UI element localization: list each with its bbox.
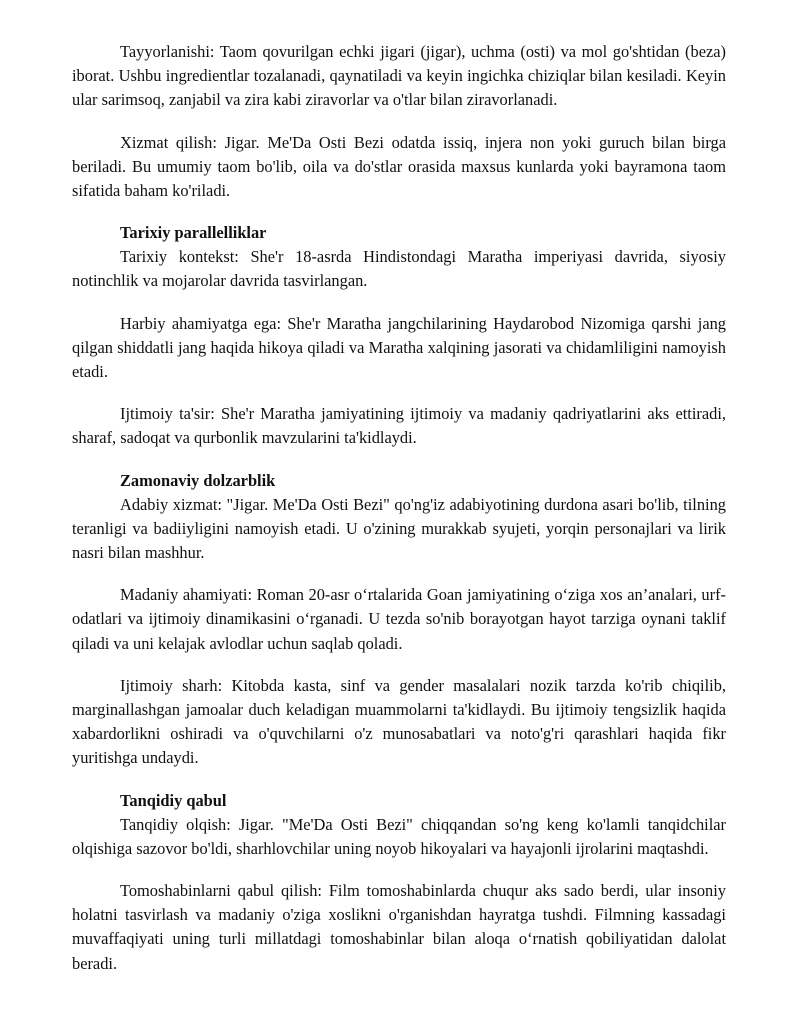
paragraph-literary: Adabiy xizmat: "Jigar. Me'Da Osti Bezi" qo'ng'iz adabiyotining durdona asari bo'lib, tilning teranligi va badiiyligini namoyish etadi. U o'zining murakkab syujeti, yorqin personajlari va lirik nasri bilan mashhur. — [72, 494, 726, 563]
section-modern — [72, 469, 726, 771]
paragraph-social-impact: Ijtimoiy ta'sir: She'r Maratha jamiyatining ijtimoiy va madaniy qadriyatlarini aks ettiradi, sharaf, sadoqat va qurbonlik mavzularini ta'kidlaydi. — [72, 404, 726, 448]
paragraph-cultural: Madaniy ahamiyati: Roman 20-asr o‘rtalarida Goan jamiyatining o‘ziga xos an’analari, urf-odatlari va ijtimoiy dinamikasini o‘rganadi. U tezda so'nib borayotgan hayot tarziga oynani taklif qiladi va uni kelajak avlodlar uchun saqlab qoladi. — [72, 585, 726, 653]
paragraph-commentary: Ijtimoiy sharh: Kitobda kasta, sinf va gender masalalari nozik tarzda ko'rib chiqilib, marginallashgan jamoalar duch keladigan muammolarni ta'kidlaydi. Bu ijtimoiy tengsizlik haqida xabardorlikni oshiradi va o'quvchilarni o'z munosabatlari va noto'g'ri qarashlari haqida fikr yuritishga undaydi. — [72, 675, 726, 768]
section-historical — [72, 221, 726, 450]
paragraph-acclaim: Tanqidiy olqish: Jigar. "Me'Da Osti Bezi" chiqqandan so'ng keng ko'lamli tanqidchilar olqishiga sazovor bo'ldi, sharhlovchilar uning noyob hikoyalari va hayajonli ijrolarini maqtashdi. — [72, 814, 726, 858]
document-page — [72, 40, 726, 994]
heading-critical: Tanqidiy qabul — [120, 790, 227, 810]
paragraph-preparation: Tayyorlanishi: Taom qovurilgan echki jigari (jigar), uchma (osti) va mol go'shtidan (beza) iborat. Ushbu ingredientlar tozalanadi, qaynatiladi va keyin ingichka chiziqlar bilan kesiladi. Keyin ular sarimsoq, zanjabil va zira kabi ziravorlar va o'tlar bilan ziravorlanadi. — [72, 42, 726, 110]
paragraph-audience: Tomoshabinlarni qabul qilish: Film tomoshabinlarda chuqur aks sado berdi, ular insoniy holatni tasvirlash va madaniy o'ziga xoslikni o'rganishdan hayratga tushdi. Filmning kassadagi muvaffaqiyati uning turli millatdagi tomoshabinlar bilan aloqa o‘rnatish qobiliyatidan dalolat beradi. — [72, 881, 726, 973]
heading-historical: Tarixiy parallelliklar — [120, 223, 267, 243]
section-critical — [72, 789, 726, 976]
heading-modern: Zamonaviy dolzarblik — [120, 470, 276, 490]
paragraph-historical-context: Tarixiy kontekst: She'r 18-asrda Hindistondagi Maratha imperiyasi davrida, siyosiy notinchlik va mojarolar davrida tasvirlangan. — [72, 247, 726, 291]
paragraph-serving: Xizmat qilish: Jigar. Me'Da Osti Bezi odatda issiq, injera non yoki guruch bilan birga beriladi. Bu umumiy taom bo'lib, oila va do'stlar orasida maxsus kunlarda yoki bayramona taom sifatida baham ko'riladi. — [72, 132, 726, 201]
paragraph-military: Harbiy ahamiyatga ega: She'r Maratha jangchilarining Haydarobod Nizomiga qarshi jang qilgan shiddatli jang haqida hikoya qiladi va Maratha xalqining jasorati va chidamliligini namoyish etadi. — [72, 313, 726, 382]
